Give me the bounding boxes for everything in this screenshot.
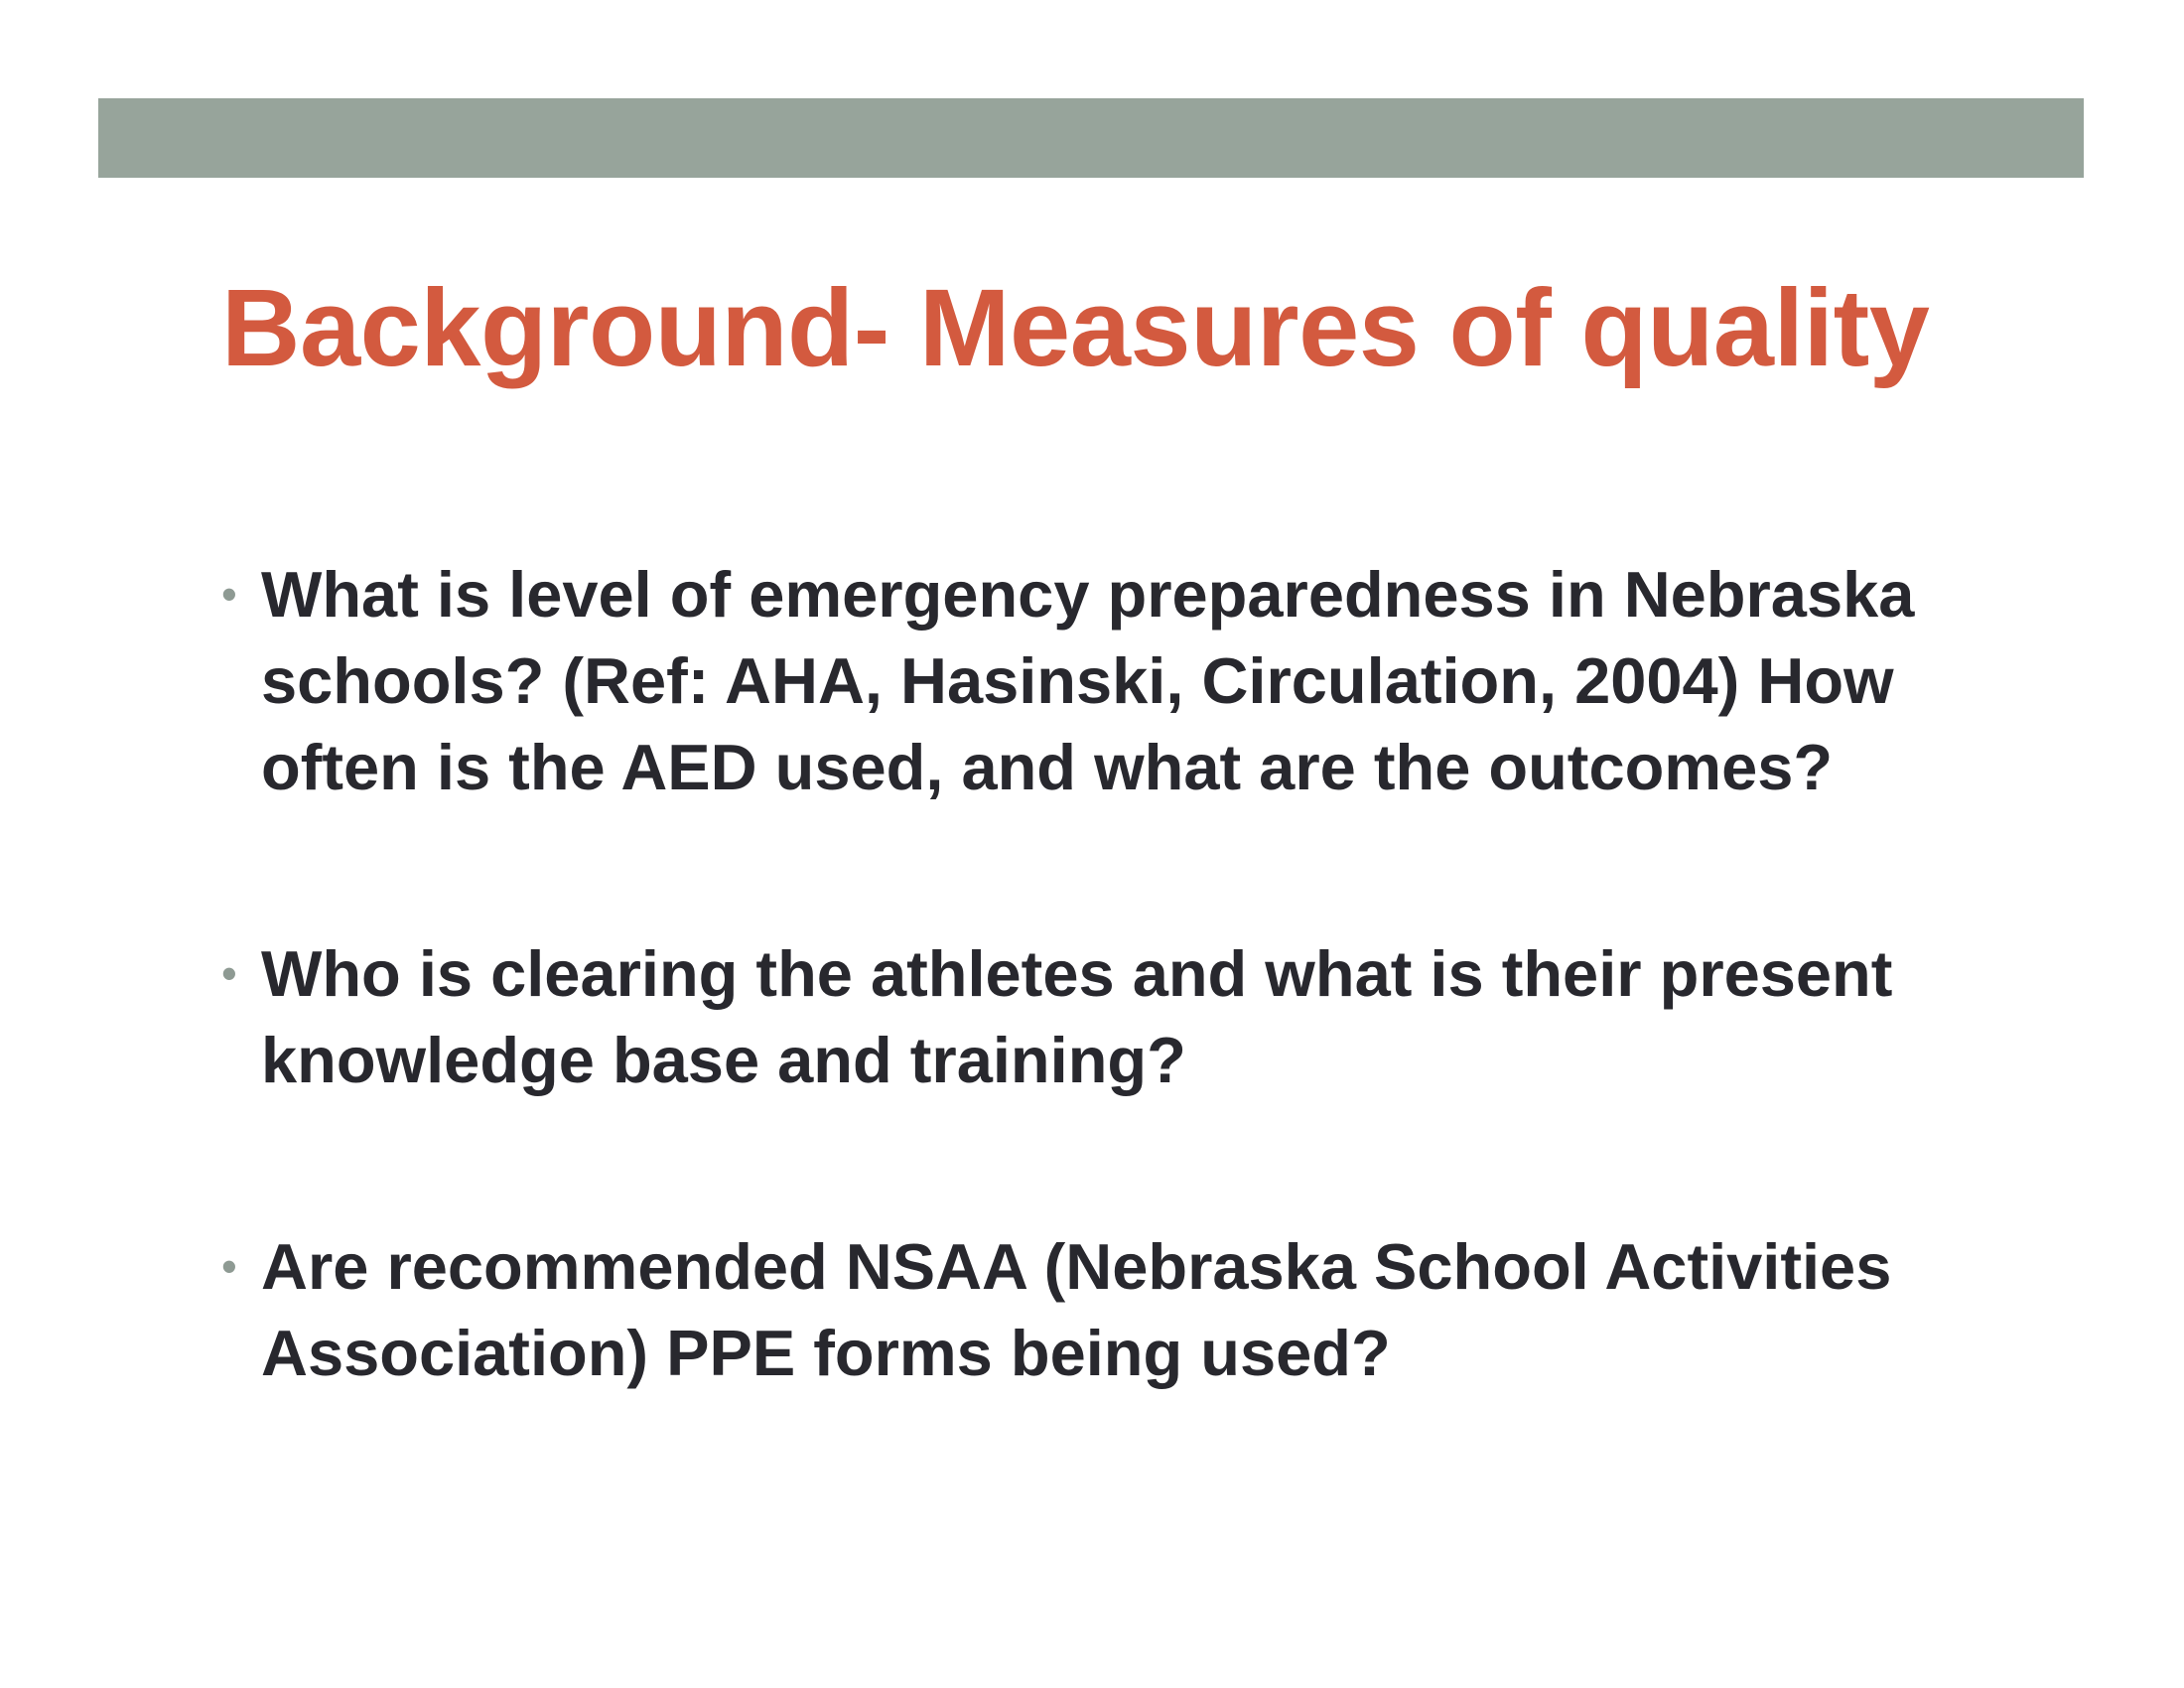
- slide-title: Background- Measures of quality: [221, 267, 1930, 389]
- header-band: [98, 98, 2084, 178]
- bullet-item: [218, 551, 2048, 810]
- bullet-text: Are recommended NSAA (Nebraska School Activities Association) PPE forms being used?: [261, 1230, 1892, 1389]
- bullet-dot-icon: •: [221, 948, 237, 999]
- bullet-text: Who is clearing the athletes and what is their present knowledge base and training?: [261, 937, 1893, 1096]
- bullet-dot-icon: •: [221, 569, 237, 620]
- bullet-item: [218, 930, 1949, 1103]
- bullet-text: What is level of emergency preparedness in Nebraska schools? (Ref: AHA, Hasinski, Circulation, 2004) How often is the AED used, and what are the outcomes?: [261, 558, 1915, 803]
- bullet-list: [218, 551, 2005, 1396]
- bullet-item: [218, 1223, 1949, 1396]
- bullet-dot-icon: •: [221, 1241, 237, 1292]
